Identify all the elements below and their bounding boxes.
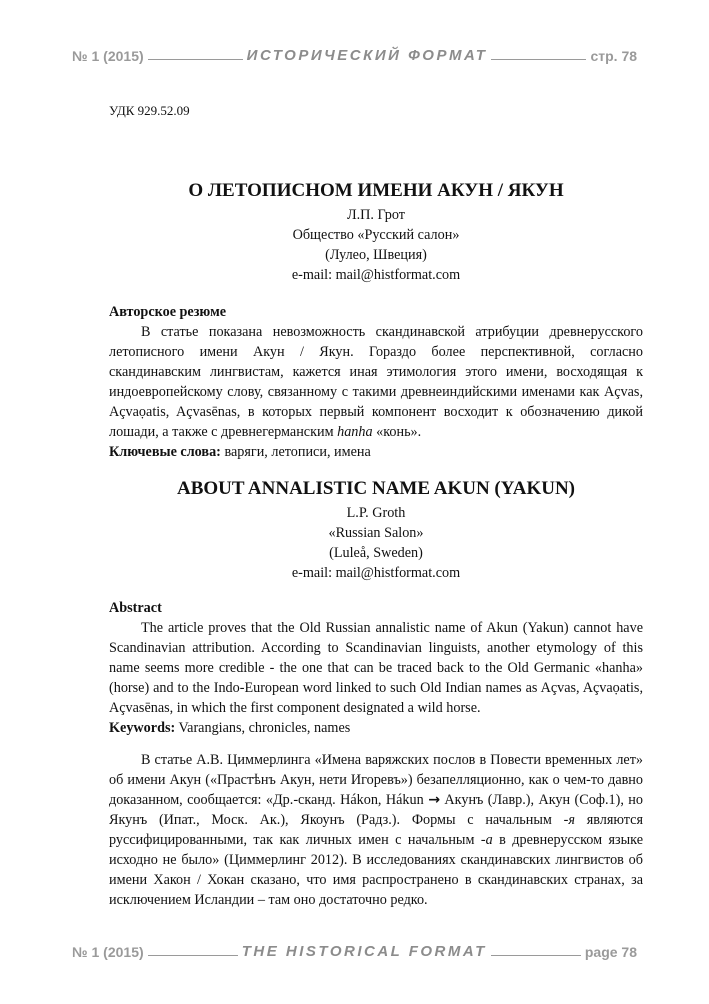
ru-abstract-end: «конь».: [372, 424, 422, 440]
issue-number: № 1 (2015): [72, 48, 144, 64]
ru-email: e-mail: mail@histformat.com: [291, 267, 461, 283]
en-keywords-value: Varangians, chronicles, names: [175, 720, 351, 736]
en-keywords-label: Keywords:: [109, 720, 176, 736]
body-italic: -я: [563, 812, 575, 828]
ru-author: Л.П. Грот: [346, 207, 406, 223]
en-author: L.P. Groth: [346, 505, 406, 521]
journal-title: ИСТОРИЧЕСКИЙ ФОРМАТ: [246, 47, 488, 64]
ru-keywords: [109, 442, 643, 462]
udc-code: УДК 929.52.09: [109, 103, 190, 118]
running-footer: [72, 936, 637, 960]
body-text-part: в древнерусском языке исходно не было» (Циммерлинг 2012). В исследованиях скандинавских лингвистов об имени Хакон / Хокан сказано, что имя распространено в скандинавских странах, за исключением Исландии – там оно достаточно редко.: [109, 832, 644, 908]
body-text-part: В статье А.В. Циммерлинга «Имена варяжских послов в Повести временных лет» об имени Акун («Прастѣнъ Акун, нети Игоревъ») безапелляционно, как о чем-то давно доказанном, сообщается: «Др.-сканд. Hákon, Hákun: [109, 752, 643, 808]
en-keywords: [109, 718, 643, 738]
body-text-part: являются руссифицированными, так как личных имен с начальным: [109, 812, 643, 848]
body-italic: -а: [480, 832, 493, 848]
ru-abstract-body: В статье показана невозможность скандинавской атрибуции древнерусского летописного имени Акун / Якун. Гораздо более перспективной, согласно скандинавским лингвистам, кажется иная этимология этого имени, восходящая к индоевропейскому слову, связанному с такими древнеиндийскими именами как Açvas, Açvaọatis, Açvasēnas, в которых первый компонент восходит к обозначению дикой лошади, а также с древнегерманским: [109, 324, 643, 440]
header-rule-left: [148, 58, 243, 60]
footer-issue-number: № 1 (2015): [72, 944, 144, 960]
footer-page-number: page 78: [584, 944, 637, 960]
ru-title-block: [109, 180, 643, 285]
ru-organization: Общество «Русский салон»: [292, 227, 460, 243]
ru-keywords-value: варяги, летописи, имена: [220, 444, 371, 460]
arrow-icon: →: [428, 792, 441, 808]
en-abstract: [109, 598, 643, 738]
footer-rule-right: [491, 954, 581, 956]
body-paragraph: [109, 750, 643, 910]
en-abstract-text: The article proves that the Old Russian annalistic name of Akun (Yakun) cannot have Scandinavian attribution. According to Scandinavian linguists, another etymology of this name seems more credible - the one that can be traced back to the Old Germanic «hanha» (horse) and to the Indo-European word linked to such Old Indian names as Açvas, Açvaọatis, Açvasēnas, in which the first component designated a wild horse.: [109, 620, 643, 716]
ru-title: О ЛЕТОПИСНОМ ИМЕНИ АКУН / ЯКУН: [188, 180, 564, 201]
ru-abstract-text: [109, 322, 643, 442]
body-text: [109, 750, 643, 910]
ru-abstract-italic: hanha: [337, 424, 373, 440]
en-title-block: [109, 478, 643, 583]
ru-keywords-label: Ключевые слова:: [109, 444, 221, 460]
page-number: стр. 78: [590, 48, 638, 64]
ru-abstract-heading: Авторское резюме: [109, 304, 227, 320]
footer-rule-left: [148, 954, 238, 956]
en-place: (Luleå, Sweden): [329, 545, 423, 561]
ru-abstract: [109, 302, 643, 462]
en-email: e-mail: mail@histformat.com: [291, 565, 461, 581]
en-title: ABOUT ANNALISTIC NAME AKUN (YAKUN): [177, 478, 575, 499]
footer-journal-title: THE HISTORICAL FORMAT: [241, 943, 487, 960]
running-header: [72, 40, 637, 64]
header-rule-right: [491, 58, 586, 60]
en-abstract-heading: Abstract: [109, 600, 162, 616]
en-organization: «Russian Salon»: [328, 525, 424, 541]
body-text-part: Акунъ (Лавр.), Акун (Соф.1), но Якунъ (Ипат., Моск. Ак.), Якоунъ (Радз.). Формы с начальным: [109, 792, 643, 828]
ru-place: (Лулео, Швеция): [325, 247, 427, 263]
